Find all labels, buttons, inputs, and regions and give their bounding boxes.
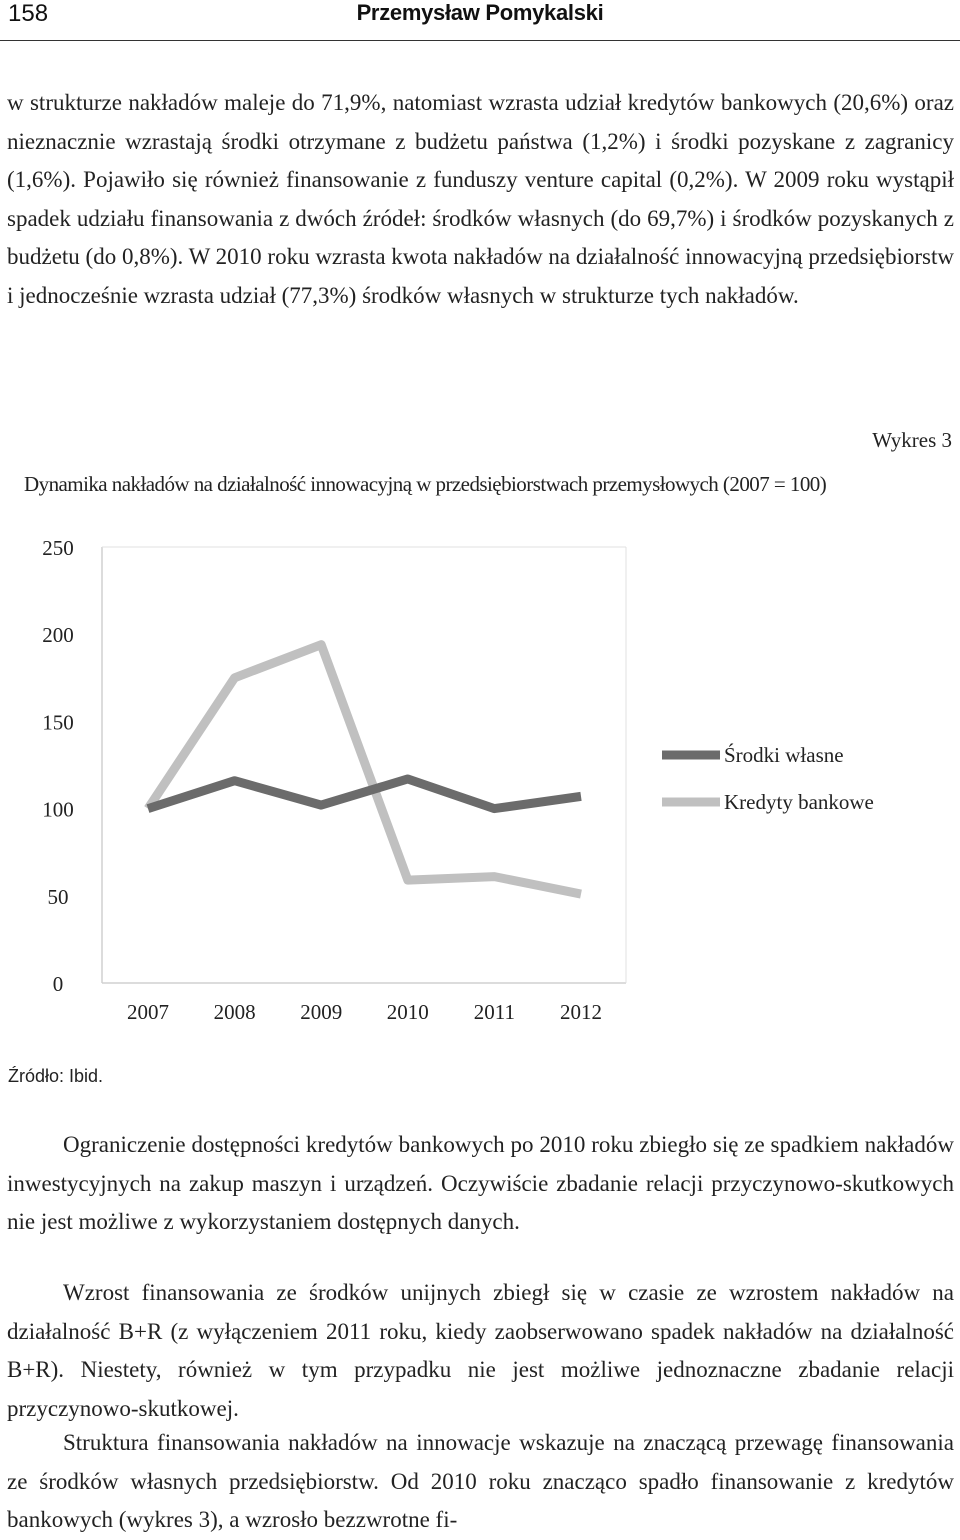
body-paragraph-4: Struktura finansowania nakładów na innowacje wskazuje na znaczącą przewagę finansowania ze środków własnych przedsiębiorstw. Od 2010 roku znacząco spadło finansowanie z kredytów bankowych (wykres 3), a wzrosło bezzwrotne fi-: [7, 1430, 954, 1533]
x-axis-ticks: [127, 1000, 602, 1024]
chart-legend: [662, 743, 874, 814]
y-tick-label: 50: [47, 884, 69, 909]
legend-label: Środki własne: [724, 743, 844, 767]
x-tick-label: 2010: [386, 1000, 429, 1024]
line-chart: [0, 520, 960, 1040]
body-paragraph-3: Wzrost finansowania ze środków unijnych zbiegł się w czasie ze wzrostem nakładów na działalność B+R (z wyłączeniem 2011 roku, kiedy zaobserwowano spadek nakładów na działalność B+R). Niestety, również w tym przypadku nie jest możliwe jednoznaczne zbadanie relacji przyczynowo-skutkowej.: [7, 1280, 954, 1421]
x-tick-label: 2009: [300, 1000, 343, 1024]
y-tick-label: 150: [42, 710, 74, 735]
y-tick-label: 250: [42, 536, 74, 560]
y-tick-label: 0: [52, 972, 64, 996]
body-paragraph-1: w strukturze nakładów maleje do 71,9%, natomiast wzrasta udział kredytów bankowych (20,6%) oraz nieznacznie wzrastają środki otrzymane z budżetu państwa (1,2%) i środki pozyskane z zagranicy (1,6%). Pojawiło się również finansowanie z funduszy venture capital (0,2%). W 2009 roku wystąpił spadek udziału finansowania z dwóch źródeł: środków własnych (do 69,7%) i środków pozyskanych z budżetu (do 0,8%). W 2010 roku wzrasta kwota nakładów na działalność innowacyjną przedsiębiorstw i jednocześnie wzrasta udział (77,3%) środków własnych w strukturze tych nakładów.: [7, 90, 954, 308]
chart-series: [148, 645, 581, 894]
y-tick-label: 100: [42, 797, 74, 822]
x-tick-label: 2008: [213, 1000, 256, 1024]
figure-label: Wykres 3: [872, 428, 952, 452]
legend-label: Kredyty bankowe: [724, 790, 874, 814]
series-line-kredyty-bankowe: [148, 645, 581, 894]
running-head-author: Przemysław Pomykalski: [356, 0, 604, 25]
y-axis-ticks: [42, 536, 74, 996]
series-line-srodki-wlasne: [148, 779, 581, 809]
x-tick-label: 2011: [473, 1000, 516, 1024]
page-number: 158: [8, 0, 49, 27]
body-paragraph-2: Ograniczenie dostępności kredytów bankowych po 2010 roku zbiegło się ze spadkiem nakładów inwestycyjnych na zakup maszyn i urządzeń. Oczywiście zbadanie relacji przyczynowo-skutkowych nie jest możliwe z wykorzystaniem dostępnych danych.: [7, 1132, 954, 1235]
figure-source: Źródło: Ibid.: [8, 1066, 104, 1086]
chart-title: Dynamika nakładów na działalność innowacyjną w przedsiębiorstwach przemysłowych (2007 = 100): [24, 472, 827, 496]
y-tick-label: 200: [42, 623, 74, 648]
page-header: [0, 0, 960, 41]
x-tick-label: 2007: [127, 1000, 169, 1024]
x-tick-label: 2012: [560, 1000, 602, 1024]
